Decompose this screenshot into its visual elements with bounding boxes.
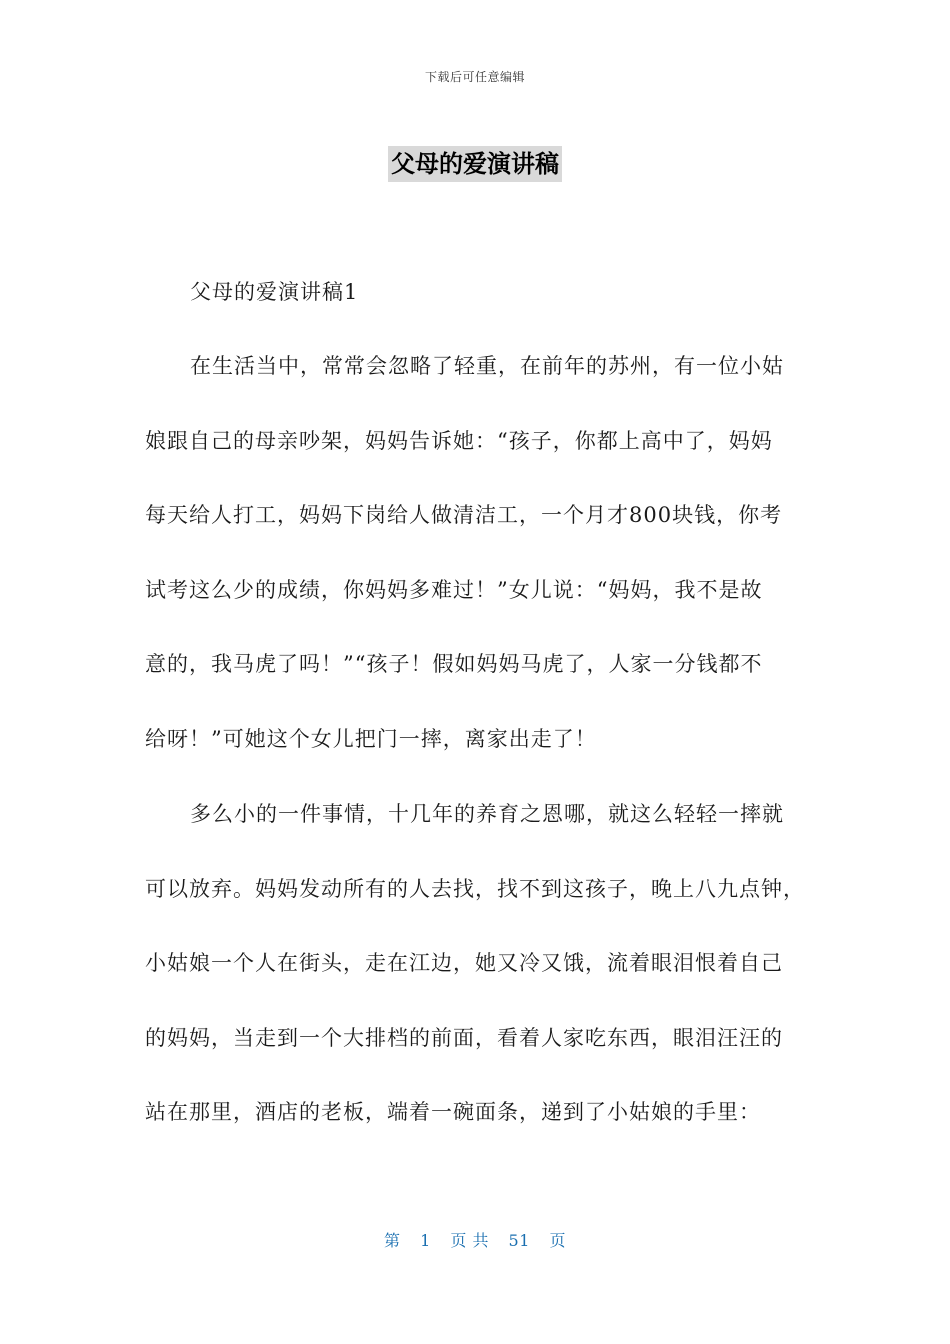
paragraph-line: 可以放弃。妈妈发动所有的人去找，找不到这孩子，晚上八九点钟， [145,876,805,901]
section-heading: 父母的爱演讲稿1 [190,280,359,304]
paragraph-line: 站在那里，酒店的老板，端着一碗面条，递到了小姑娘的手里： [145,1100,761,1125]
footer-page-number: 1 [420,1231,431,1250]
paragraph-line: 多么小的一件事情，十几年的养育之恩哪，就这么轻轻一摔就 [190,802,784,826]
document-title: 父母的爱演讲稿 [388,146,562,182]
footer-ye: 页 [549,1231,567,1250]
page-footer [0,1228,950,1251]
paragraph-line: 娘跟自己的母亲吵架，妈妈告诉她：“孩子，你都上高中了，妈妈 [145,428,773,453]
paragraph-line: 小姑娘一个人在街头，走在江边，她又冷又饿，流着眼泪恨着自己 [145,951,783,976]
footer-total-pages: 51 [508,1231,530,1250]
paragraph-line: 每天给人打工，妈妈下岗给人做清洁工，一个月才800块钱，你考 [145,503,783,528]
paragraph-2 [145,796,815,1169]
paragraph-1 [145,348,815,796]
footer-ye-gong: 页 共 [450,1231,489,1250]
paragraph-line: 在生活当中，常常会忽略了轻重，在前年的苏州，有一位小姑 [190,354,784,378]
header-note: 下载后可任意编辑 [424,70,525,84]
paragraph-line: 意的，我马虎了吗！”“孩子！假如妈妈马虎了，人家一分钱都不 [145,652,763,677]
paragraph-line: 的妈妈，当走到一个大排档的前面，看着人家吃东西，眼泪汪汪的 [145,1025,783,1050]
footer-di: 第 [383,1231,401,1250]
title-container [0,146,950,182]
paragraph-line: 给呀！”可她这个女儿把门一摔，离家出走了！ [145,726,597,751]
paragraph-line: 试考这么少的成绩，你妈妈多难过！”女儿说：“妈妈，我不是故 [145,577,763,602]
